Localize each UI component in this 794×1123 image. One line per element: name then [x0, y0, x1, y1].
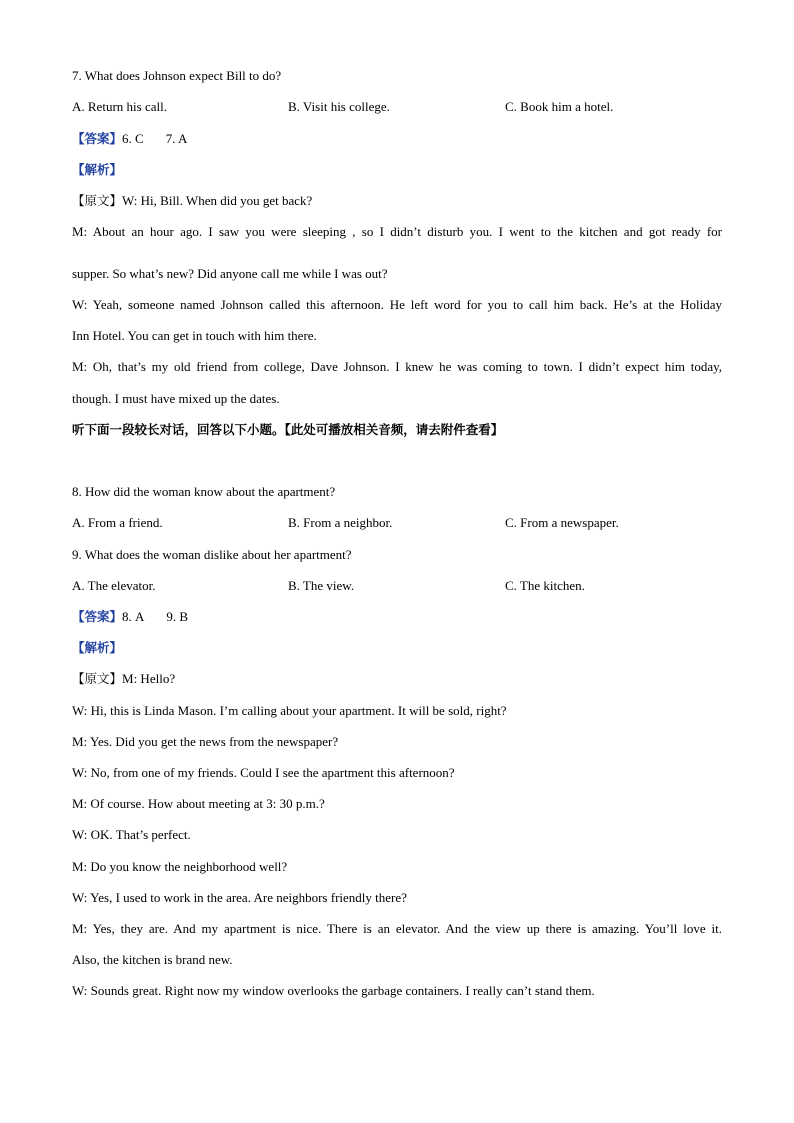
- transcript-line: W: OK. That’s perfect.: [72, 827, 191, 842]
- transcript-line: M: Oh, that’s my old friend from college, Dave Johnson. I knew he was coming to town. I didn’t expect him today,: [72, 359, 722, 374]
- transcript-line: W: Yes, I used to work in the area. Are neighbors friendly there?: [72, 890, 407, 905]
- transcript-line: W: Hi, this is Linda Mason. I’m calling about your apartment. It will be sold, right?: [72, 703, 507, 718]
- transcript-line: 【原文】M: Hello?: [72, 671, 176, 686]
- transcript-label: 【原文】: [72, 193, 123, 208]
- transcript-line: Inn Hotel. You can get in touch with him there.: [72, 328, 317, 343]
- transcript-line: W: Yeah, someone named Johnson called this afternoon. He left word for you to call him back. He’s at the Holiday: [72, 297, 722, 312]
- transcript-line: M: Do you know the neighborhood well?: [72, 859, 288, 874]
- transcript-line: 【原文】W: Hi, Bill. When did you get back?: [72, 193, 313, 208]
- option-b: B. Visit his college.: [288, 99, 390, 114]
- answer-line-1: [72, 130, 722, 148]
- question-9-options: [72, 577, 722, 595]
- option-c: C. Book him a hotel.: [505, 99, 614, 114]
- question-7: 7. What does Johnson expect Bill to do?: [72, 68, 282, 83]
- option-a: A. From a friend.: [72, 515, 163, 530]
- question-8: 8. How did the woman know about the apartment?: [72, 484, 336, 499]
- transcript-line: M: About an hour ago. I saw you were sleeping , so I didn’t disturb you. I went to the kitchen and got ready for: [72, 224, 722, 239]
- answer-line-2: [72, 608, 722, 626]
- option-a: A. Return his call.: [72, 99, 167, 114]
- option-b: B. From a neighbor.: [288, 515, 393, 530]
- answer-8: 8. A: [122, 609, 145, 624]
- answer-9: 9. B: [166, 609, 189, 624]
- question-8-options: [72, 514, 722, 532]
- answer-6: 6. C: [122, 131, 144, 146]
- analysis-label-1: 【解析】: [72, 162, 123, 177]
- answer-label: 【答案】: [72, 609, 123, 624]
- transcript-line: W: Sounds great. Right now my window overlooks the garbage containers. I really can’t stand them.: [72, 983, 595, 998]
- answer-7: 7. A: [165, 131, 188, 146]
- option-c: C. From a newspaper.: [505, 515, 619, 530]
- option-b: B. The view.: [288, 578, 355, 593]
- transcript-line: supper. So what’s new? Did anyone call me while I was out?: [72, 266, 388, 281]
- analysis-label-2: 【解析】: [72, 640, 123, 655]
- question-9: 9. What does the woman dislike about her apartment?: [72, 547, 352, 562]
- question-7-options: [72, 98, 722, 116]
- transcript-line: M: Yes. Did you get the news from the newspaper?: [72, 734, 339, 749]
- transcript-line: W: No, from one of my friends. Could I see the apartment this afternoon?: [72, 765, 455, 780]
- listening-instruction: 听下面一段较长对话，回答以下小题。【此处可播放相关音频，请去附件查看】: [72, 422, 504, 437]
- answer-label: 【答案】: [72, 131, 123, 146]
- transcript-line: though. I must have mixed up the dates.: [72, 391, 280, 406]
- transcript-line: M: Yes, they are. And my apartment is nice. There is an elevator. And the view up there is amazing. You’ll love it.: [72, 921, 722, 936]
- option-c: C. The kitchen.: [505, 578, 585, 593]
- option-a: A. The elevator.: [72, 578, 156, 593]
- transcript-line: M: Of course. How about meeting at 3: 30 p.m.?: [72, 796, 325, 811]
- transcript-label: 【原文】: [72, 671, 123, 686]
- transcript-line: Also, the kitchen is brand new.: [72, 952, 233, 967]
